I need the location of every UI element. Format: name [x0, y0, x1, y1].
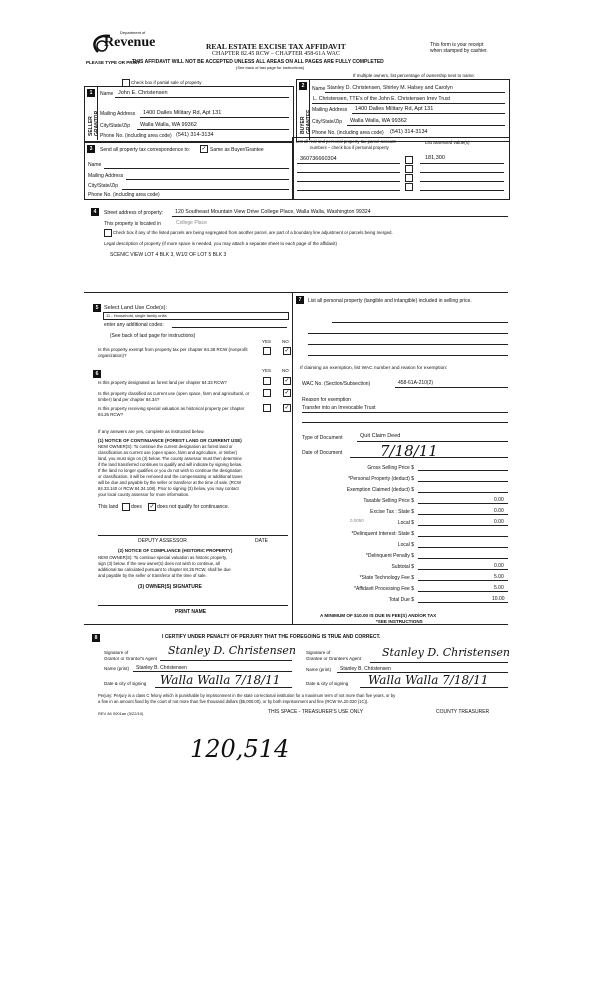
- notice-continuance-title: (1) NOTICE OF CONTINUANCE (FOREST LAND OR CURRENT USE): [98, 438, 242, 443]
- multiple-owners-label: If multiple owners, list percentage of ownership next to name.: [353, 73, 476, 78]
- grantor-sig-label-2: Grantor or Grantor's Agent: [104, 656, 157, 661]
- section-5-number: 5: [93, 304, 101, 312]
- grantee-name-field[interactable]: Stanley B. Christensen: [340, 666, 391, 672]
- minimum-due-notice: A MINIMUM OF $10.00 IS DUE IN FEE(S) AND/OR TAX: [320, 613, 437, 618]
- if-any-yes-label: If any answers are yes, complete as instructed below.: [98, 429, 205, 434]
- partial-sale-label: Check box if partial sale of property: [131, 80, 202, 85]
- tax-corr-label: Send all property tax correspondence to:: [100, 147, 191, 153]
- section-4-number: 4: [91, 208, 99, 216]
- certify-title: I CERTIFY UNDER PENALTY OF PERJURY THAT THE FOREGOING IS TRUE AND CORRECT.: [162, 634, 381, 640]
- forest-question-3: Is this property receiving special valuation as historical property per chapter 84.26 RCW?: [98, 406, 245, 417]
- located-in-value[interactable]: College Place: [176, 220, 207, 226]
- grantee-date-city-field[interactable]: Walla Walla 7/18/11: [368, 673, 489, 687]
- delinquent-penalty-label: *Delinquent Penalty $: [365, 553, 414, 559]
- taxable-selling-price-label: Taxable Selling Price $: [363, 498, 414, 504]
- tax-corr-address-label: Mailing Address: [88, 173, 124, 179]
- receipt-note-2: when stamped by cashier.: [430, 48, 488, 54]
- land-use-code-field[interactable]: [103, 312, 289, 320]
- notice-compliance-line-2: sign (3) below. If the new owner(s) does not wish to continue, all: [98, 561, 220, 566]
- excise-local-value[interactable]: 0.00: [494, 519, 504, 525]
- print-name-label: PRINT NAME: [175, 609, 207, 615]
- section-1-number: 1: [87, 89, 95, 97]
- land-use-label: Select Land Use Code(s):: [104, 305, 167, 311]
- section-6-number: 6: [93, 370, 101, 378]
- personal-property-label: List all personal property (tangible and intangible) included in selling price.: [308, 298, 472, 304]
- wac-number-label: WAC No. (Section/Subsection): [302, 381, 371, 387]
- tax-corr-city-label: City/State/Zip: [88, 183, 119, 189]
- seller-address-field[interactable]: 1400 Dalles Military Rd, Apt 131: [143, 110, 222, 116]
- excise-state-value[interactable]: 0.00: [494, 508, 504, 514]
- receipt-note-1: This form is your receipt: [430, 42, 484, 48]
- same-as-buyer-label: Same as Buyer/Grantee: [210, 147, 264, 153]
- buyer-name-field-2[interactable]: L. Christensen, TTE's of the John E. Christensen Irrev Trust: [313, 96, 450, 102]
- see-instructions-label: *SEE INSTRUCTIONS: [376, 619, 423, 624]
- excise-local-label: Local $: [397, 520, 414, 526]
- forest-q2-no-checkbox[interactable]: ✓: [284, 390, 290, 396]
- local-rate-value: 0.0050: [350, 518, 364, 523]
- parcel-header-2: numbers – check box if personal property: [310, 145, 389, 150]
- exemption-deduct-label: Exemption Claimed (deduct) $: [346, 487, 414, 493]
- grantee-date-city-label: Date & city of signing: [306, 681, 349, 686]
- buyer-side-label: BUYER GRANTEE: [300, 109, 312, 134]
- notice-continuance-line-4: if the land transferred continues to qualify and will indicate by signing below.: [98, 462, 243, 467]
- section-7-number: 7: [296, 296, 304, 304]
- form-notice: THIS AFFIDAVIT WILL NOT BE ACCEPTED UNLESS ALL AREAS ON ALL PAGES ARE FULLY COMPLETED: [132, 59, 384, 65]
- forest-question-1: Is this property designated as forest land per chapter 84.33 RCW?: [98, 380, 227, 385]
- seller-name-field[interactable]: John E. Christensen: [118, 90, 168, 96]
- seller-address-label: Mailing Address: [100, 111, 136, 117]
- forest-q1-no-checkbox[interactable]: ✓: [284, 378, 290, 384]
- grantor-date-city-label: Date & city of signing: [104, 681, 147, 686]
- forest-q3-no-checkbox[interactable]: ✓: [284, 405, 290, 411]
- handwritten-record-number: 120,514: [190, 735, 290, 763]
- dept-of-label: Department of: [120, 30, 146, 35]
- personal-property-checkbox-4[interactable]: [405, 183, 413, 191]
- taxable-selling-price-value[interactable]: 0.00: [494, 497, 504, 503]
- buyer-name-field[interactable]: Stanley D. Christensen, Shirley M. Halsey and Carolyn: [327, 85, 453, 91]
- gross-selling-price-label: Gross Selling Price $: [367, 465, 414, 471]
- notice-compliance-line-1: NEW OWNER(S): To continue special valuation as historic property,: [98, 555, 228, 560]
- see-back-label: (See back of last page for instructions): [110, 333, 196, 339]
- notice-continuance-line-3: land, you must sign on (3) below. The county assessor must then determine: [98, 456, 242, 461]
- notice-continuance-line-9: your local county assessor for more information.: [98, 492, 190, 497]
- tax-corr-phone-label: Phone No. (including area code): [88, 192, 160, 198]
- buyer-name-label: Name: [312, 86, 326, 92]
- this-land-label: This land: [98, 504, 119, 510]
- seller-city-field[interactable]: Walla Walla, WA 99362: [140, 122, 197, 128]
- parcel-number-1[interactable]: 360736660304: [300, 156, 337, 162]
- segregated-label: Check box if any of the listed parcels are being segregated from another parcel, are part of a boundary line adjustment or parcels being merged.: [113, 230, 393, 235]
- forest-question-2: Is this property classified as current use (open space, farm and agricultural, or timber) land per chapter 84.34?: [98, 391, 250, 402]
- grantee-sig-label-2: Grantee or Grantee's Agent: [306, 656, 361, 661]
- section-2-number: 2: [299, 82, 307, 90]
- total-due-value[interactable]: 10.00: [492, 596, 505, 602]
- land-use-code-value: 11 - Household, single family units: [106, 313, 167, 318]
- land-does-checkbox[interactable]: [122, 503, 130, 511]
- grantor-name-field[interactable]: Stanley B. Christensen: [136, 665, 187, 671]
- land-use-yes-header: YES: [262, 339, 272, 344]
- notice-continuance-line-6: or classification, it will be removed and the compensating or additional taxes: [98, 474, 243, 479]
- processing-fee-label: *Affidavit Processing Fee $: [354, 586, 414, 592]
- tech-fee-label: *State Technology Fee $: [359, 575, 414, 581]
- exempt-question: Is this property exempt from property tax per chapter 84.36 RCW (nonprofit organization)?: [98, 347, 248, 358]
- wac-number-field[interactable]: 458-61A-210(2): [398, 380, 434, 386]
- section-3-number: 3: [87, 145, 95, 153]
- personal-property-checkbox-3[interactable]: [405, 174, 413, 182]
- notice-continuance-line-1: NEW OWNER(S): To continue the current designation as forest land or: [98, 444, 233, 449]
- form-notice-2: (See back of last page for instructions): [236, 65, 305, 70]
- deputy-assessor-label: DEPUTY ASSESSOR: [138, 538, 187, 544]
- grantor-signature[interactable]: Stanley D. Christensen: [168, 644, 296, 657]
- notice-compliance-title: (2) NOTICE OF COMPLIANCE (HISTORIC PROPERTY): [118, 548, 233, 553]
- buyer-phone-field[interactable]: (541) 314-3134: [390, 129, 428, 135]
- treasurer-use-label: THIS SPACE - TREASURER'S USE ONLY: [268, 709, 364, 715]
- excise-state-label: Excise Tax : State $: [370, 509, 414, 515]
- buyer-city-field[interactable]: Walla Walla, WA 99362: [350, 118, 407, 124]
- notice-compliance-line-3: additional tax calculated pursuant to chapter 84.26 RCW, shall be due: [98, 567, 231, 572]
- exempt-no-checkbox[interactable]: ✓: [284, 348, 290, 354]
- exemption-reason-field[interactable]: Transfer into an Irrevocable Trust: [302, 405, 376, 411]
- buyer-phone-label: Phone No. (including area code): [312, 130, 384, 136]
- delinquent-state-label: *Delinquent Interest: State $: [351, 531, 414, 537]
- street-address-label: Street address of property:: [104, 210, 164, 216]
- please-type-label: PLEASE TYPE OR PRINT: [86, 60, 140, 65]
- document-type-label: Type of Document: [302, 435, 343, 441]
- perjury-line-1: Perjury: Perjury is a class C felony which is punishable by imprisonment in the state correctional institution for a maximum term of not more than five years, or by: [98, 693, 396, 698]
- subtotal-label: Subtotal $: [391, 564, 414, 570]
- perjury-line-2: a fine in an amount fixed by the court of not more than five thousand dollars ($5,000.00), or by both imprisonment and fine (RCW 9A.20.020 (1C)).: [98, 699, 369, 704]
- form-title: REAL ESTATE EXCISE TAX AFFIDAVIT: [206, 42, 346, 51]
- street-address-field[interactable]: 120 Southeast Mountain View Drive College Place, Walla Walla, Washington 99324: [175, 209, 371, 215]
- seller-name-label: Name: [100, 91, 114, 97]
- land-does-not-checkbox[interactable]: ✓: [149, 504, 155, 510]
- notice-continuance-line-7: will be due and payable by the seller or transferor at the time of sale. (RCW: [98, 480, 242, 485]
- document-date-field[interactable]: 7/18/11: [380, 442, 438, 460]
- exempt-yes-checkbox[interactable]: [263, 347, 271, 355]
- forest-q3-yes-checkbox[interactable]: [263, 404, 271, 412]
- personal-property-checkbox-2[interactable]: [405, 165, 413, 173]
- personal-property-deduct-label: *Personal Property (deduct) $: [348, 476, 414, 482]
- exemption-reason-label: Reason for exemption: [302, 397, 351, 403]
- land-use-no-header: NO: [282, 339, 289, 344]
- forest-no-header: NO: [282, 368, 289, 373]
- located-in-label: This property is located in: [104, 221, 161, 227]
- buyer-address-field[interactable]: 1400 Dalles Military Rd, Apt 131: [355, 106, 434, 112]
- buyer-city-label: City/State/Zip: [312, 119, 343, 125]
- subtotal-value[interactable]: 0.00: [494, 563, 504, 569]
- personal-property-checkbox-1[interactable]: [405, 156, 413, 164]
- additional-codes-label: enter any additional codes:: [104, 322, 164, 328]
- notice-continuance-line-5: If the land no longer qualifies or you do not wish to continue the designation: [98, 468, 242, 473]
- total-due-label: Total Due $: [388, 597, 414, 603]
- form-subtitle: CHAPTER 82.45 RCW – CHAPTER 458-61A WAC: [212, 51, 340, 57]
- notice-compliance-line-4: and payable by the seller or transferor at the time of sale.: [98, 573, 207, 578]
- grantor-name-label: Name (print): [104, 666, 130, 671]
- legal-description-label: Legal description of property (if more space is needed, you may attach a separate sheet to each page of the affidavit): [104, 241, 338, 246]
- does-label: does: [131, 504, 142, 510]
- legal-description-field[interactable]: SCENIC VIEW LOT 4 BLK 3, W1/2 OF LOT 5 BLK 3: [110, 252, 227, 258]
- segregated-checkbox[interactable]: [104, 229, 112, 237]
- tax-corr-name-label: Name: [88, 162, 102, 168]
- document-date-label: Date of Document: [302, 450, 343, 456]
- forest-yes-header: YES: [262, 368, 272, 373]
- grantee-name-label: Name (print): [306, 667, 332, 672]
- seller-phone-label: Phone No. (including area code): [100, 133, 172, 139]
- processing-fee-value[interactable]: 5.00: [494, 585, 504, 591]
- logo-text: Revenue: [104, 35, 156, 50]
- rev-number: REV 84 0001ae (3/22/10): [98, 711, 144, 716]
- forest-q2-yes-checkbox[interactable]: [263, 389, 271, 397]
- buyer-address-label: Mailing Address: [312, 107, 348, 113]
- same-as-buyer-checkbox[interactable]: ✓: [201, 146, 207, 152]
- delinquent-local-label: Local $: [397, 542, 414, 548]
- assessed-value-header: List assessed value(s): [425, 140, 470, 145]
- revenue-logo: [88, 30, 158, 56]
- seller-city-label: City/State/Zip: [100, 123, 131, 129]
- grantee-signature[interactable]: Stanley D. Christensen: [382, 646, 510, 659]
- section-8-number: 8: [92, 634, 100, 642]
- deputy-date-label: DATE: [255, 538, 268, 544]
- assessed-value-1[interactable]: 181,300: [425, 155, 445, 161]
- exemption-claim-label: If claiming an exemption, list WAC number and reason for exemption:: [300, 366, 448, 371]
- grantor-date-city-field[interactable]: Walla Walla 7/18/11: [160, 673, 281, 687]
- notice-continuance-line-2: classification as current use (open space, farm and agriculture, or timber): [98, 450, 237, 455]
- notice-continuance-line-8: 84.33.140 or RCW 84.34.108). Prior to signing (3) below, you may contact: [98, 486, 239, 491]
- forest-q1-yes-checkbox[interactable]: [263, 377, 271, 385]
- parcel-header-1: List all real and personal property tax parcel account: [296, 139, 396, 144]
- county-treasurer-label: COUNTY TREASURER: [436, 709, 490, 715]
- does-not-label: does not qualify for continuance.: [157, 504, 229, 510]
- grantor-sig-label-1: Signature of: [104, 650, 129, 655]
- grantee-sig-label-1: Signature of: [306, 650, 331, 655]
- document-type-field[interactable]: Quit Claim Deed: [360, 433, 401, 439]
- tech-fee-value[interactable]: 5.00: [494, 574, 504, 580]
- owner-signature-label: (3) OWNER(S) SIGNATURE: [138, 584, 202, 590]
- seller-side-label: SELLER GRANTOR: [88, 110, 100, 136]
- seller-phone-field[interactable]: (541) 314-3134: [176, 132, 214, 138]
